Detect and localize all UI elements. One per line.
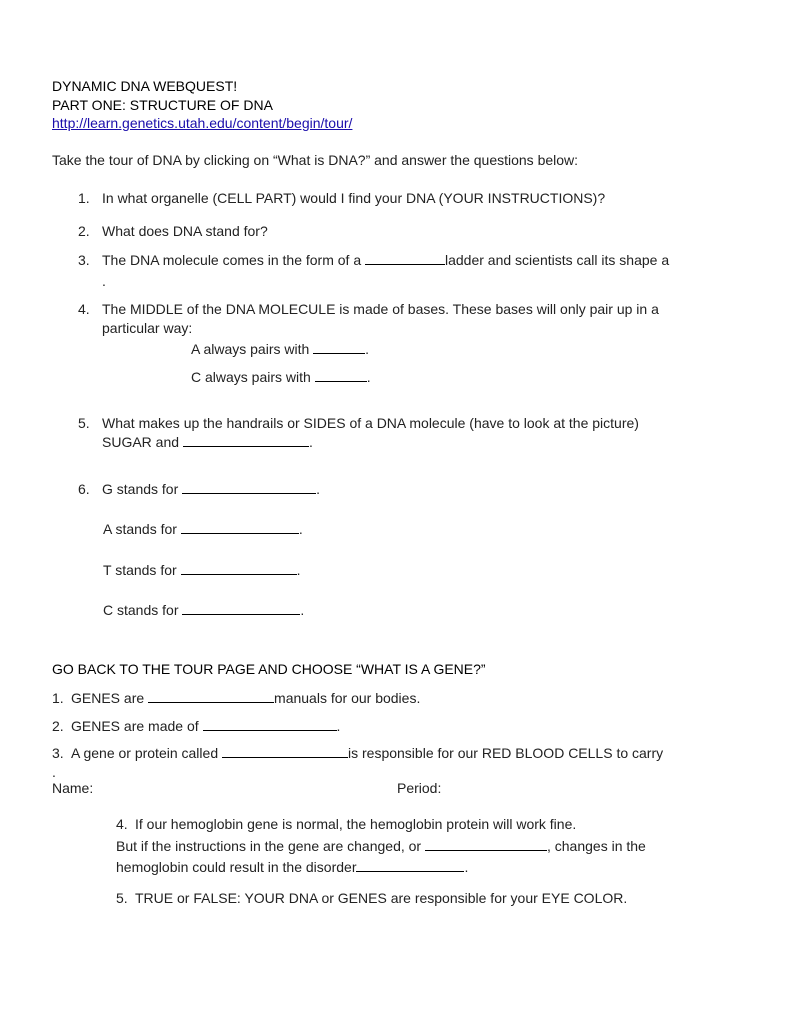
a-pairs-dot: . — [365, 341, 370, 357]
gene-question-3-dot: . — [52, 764, 56, 780]
question-4 — [78, 300, 659, 318]
worksheet-title: DYNAMIC DNA WEBQUEST! — [52, 78, 238, 94]
gene-question-1-before: GENES are — [71, 690, 145, 706]
question-4-number: 4. — [78, 301, 90, 317]
answer-blank-disorder[interactable] — [356, 858, 464, 872]
c-pairs-label: C always pairs with — [191, 369, 311, 385]
gene-question-4-line-2 — [116, 837, 646, 855]
answer-blank-ladder[interactable] — [365, 251, 445, 265]
g-dot: . — [316, 481, 321, 497]
c-stands-row — [103, 601, 304, 619]
gene-question-4-line-3-before: hemoglobin could result in the disorder — [116, 859, 357, 875]
question-1-number: 1. — [78, 190, 90, 206]
tour-link[interactable]: http://learn.genetics.utah.edu/content/begin/tour/ — [52, 115, 353, 131]
answer-blank-a[interactable] — [181, 520, 299, 534]
question-3-text-before: The DNA molecule comes in the form of a — [102, 252, 362, 268]
gene-question-5-number: 5. — [116, 890, 128, 906]
question-2-text: What does DNA stand for? — [102, 223, 268, 239]
gene-question-4-number: 4. — [116, 816, 128, 832]
a-stands-label: A stands for — [103, 521, 177, 537]
gene-question-1-after: manuals for our bodies. — [274, 690, 421, 706]
section-2-heading: GO BACK TO THE TOUR PAGE AND CHOOSE “WHAT IS A GENE?” — [52, 661, 486, 677]
gene-question-4-line-2-before: But if the instructions in the gene are changed, or — [116, 838, 422, 854]
answer-blank-made-of[interactable] — [203, 717, 337, 731]
question-1 — [78, 189, 606, 207]
answer-blank-t[interactable] — [181, 561, 297, 575]
a-pairs-row — [191, 340, 369, 358]
question-6-number: 6. — [78, 481, 90, 497]
answer-blank-protein[interactable] — [222, 744, 348, 758]
c-stands-label: C stands for — [103, 602, 179, 618]
question-3-dot: . — [102, 273, 106, 289]
c-pairs-dot: . — [366, 369, 371, 385]
g-stands-label: G stands for — [102, 481, 179, 497]
question-4-line-1: The MIDDLE of the DNA MOLECULE is made of bases. These bases will only pair up in a — [102, 301, 659, 317]
a-stands-row — [103, 520, 303, 538]
gene-question-4-line-1: If our hemoglobin gene is normal, the hemoglobin protein will work fine. — [135, 816, 577, 832]
gene-question-1-number: 1. — [52, 690, 64, 706]
gene-question-3-before: A gene or protein called — [71, 745, 219, 761]
answer-blank-genes-are[interactable] — [148, 689, 274, 703]
t-stands-label: T stands for — [103, 562, 177, 578]
c-pairs-row — [191, 368, 371, 386]
question-4-line-2: particular way: — [102, 320, 193, 336]
question-6 — [78, 480, 321, 498]
c-dot: . — [300, 602, 305, 618]
period-label: Period: — [397, 780, 442, 796]
question-5-dot: . — [308, 434, 313, 450]
question-2-number: 2. — [78, 223, 90, 239]
a-pairs-label: A always pairs with — [191, 341, 310, 357]
part-one-heading: PART ONE: STRUCTURE OF DNA — [52, 97, 273, 113]
gene-question-3-number: 3. — [52, 745, 64, 761]
question-5-line-1: What makes up the handrails or SIDES of a DNA molecule (have to look at the picture) — [102, 415, 639, 431]
question-5-line-2: SUGAR and — [102, 434, 180, 450]
gene-question-3-after: is responsible for our RED BLOOD CELLS to carry — [348, 745, 664, 761]
answer-blank-a-pair[interactable] — [313, 340, 365, 354]
question-5 — [78, 414, 639, 432]
gene-question-4-line-3 — [116, 858, 468, 876]
answer-blank-g[interactable] — [182, 480, 316, 494]
a-dot: . — [298, 521, 303, 537]
name-label: Name: — [52, 780, 94, 796]
answer-blank-c-pair[interactable] — [315, 368, 367, 382]
gene-question-2 — [52, 717, 341, 735]
question-5-row — [102, 433, 313, 451]
answer-blank-changed-or[interactable] — [425, 837, 547, 851]
t-dot: . — [296, 562, 301, 578]
gene-question-5-text: TRUE or FALSE: YOUR DNA or GENES are responsible for your EYE COLOR. — [135, 890, 628, 906]
question-1-text: In what organelle (CELL PART) would I find your DNA (YOUR INSTRUCTIONS)? — [102, 190, 606, 206]
gene-question-4 — [116, 815, 577, 833]
t-stands-row — [103, 561, 300, 579]
question-3-text-after: ladder and scientists call its shape a — [445, 252, 670, 268]
gene-question-2-after: . — [336, 718, 341, 734]
gene-question-4-line-3-after: . — [464, 859, 469, 875]
gene-question-1 — [52, 689, 421, 707]
answer-blank-sides[interactable] — [183, 433, 309, 447]
gene-question-4-line-2-after: , changes in the — [546, 838, 646, 854]
gene-question-5 — [116, 889, 628, 907]
answer-blank-c[interactable] — [182, 601, 300, 615]
question-5-number: 5. — [78, 415, 90, 431]
question-2 — [78, 222, 268, 240]
gene-question-2-before: GENES are made of — [71, 718, 199, 734]
question-3 — [78, 251, 670, 269]
question-3-number: 3. — [78, 252, 90, 268]
gene-question-2-number: 2. — [52, 718, 64, 734]
gene-question-3 — [52, 744, 664, 762]
intro-text: Take the tour of DNA by clicking on “What is DNA?” and answer the questions below: — [52, 152, 579, 168]
